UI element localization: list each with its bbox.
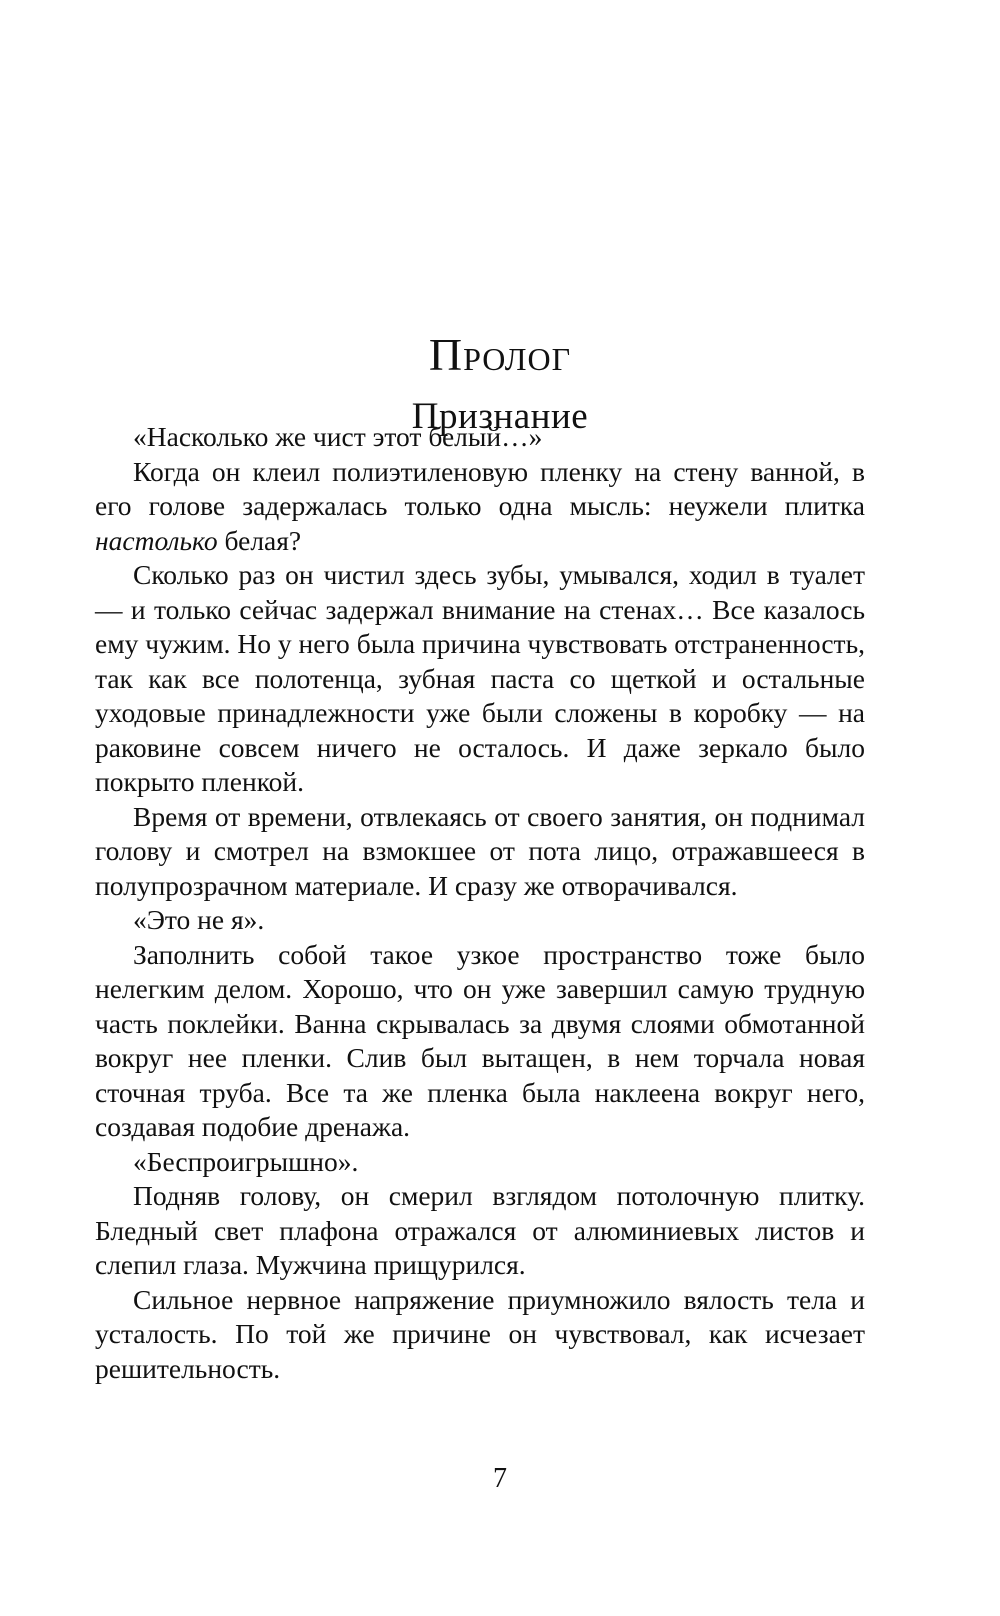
paragraph-text: белая? xyxy=(217,524,302,556)
paragraph: Сильное нервное напряжение приумножило вялость тела и усталость. По той же причине он чувствовал, как исчезает решительность. xyxy=(95,1283,865,1384)
paragraph: Заполнить собой такое узкое пространство тоже было нелегким делом. Хорошо, что он уже завершил самую трудную часть поклейки. Ванна скрывалась за двумя слоями обмотанной вокруг нее пленки. Слив был вытащен, в нем торчала новая сточная труба. Все та же пленка была наклеена вокруг него, создавая подобие дренажа. xyxy=(95,938,865,1142)
chapter-subtitle: Признание xyxy=(411,395,589,437)
paragraph-text: Когда он клеил полиэтиленовую пленку на стену ванной, в его голове задержалась только одна мысль: неужели плитка xyxy=(95,455,865,521)
paragraph: «Это не я». xyxy=(133,904,265,935)
paragraph xyxy=(95,455,865,559)
paragraph: «Насколько же чист этот белый…» xyxy=(133,421,543,452)
emphasized-word: настолько xyxy=(95,524,218,556)
paragraph: Время от времени, отвлекаясь от своего занятия, он поднимал голову и смотрел на взмокшее от пота лицо, отражавшееся в полупрозрачном материале. И сразу же отворачивался. xyxy=(95,800,865,901)
paragraph: Сколько раз он чистил здесь зубы, умывался, ходил в туалет — и только сейчас задержал внимание на стенах… Все казалось ему чужим. Но у него была причина чувствовать отстраненность, так как все полотенца, зубная паста со щеткой и остальные уходовые принадлежности уже были сложены в коробку — на раковине совсем ничего не осталось. И даже зеркало было покрыто пленкой. xyxy=(95,559,865,797)
body-text xyxy=(95,420,865,1386)
page-number: 7 xyxy=(493,1463,507,1494)
paragraph: «Беспроигрышно». xyxy=(133,1145,359,1177)
paragraph: Подняв голову, он смерил взглядом потолочную плитку. Бледный свет плафона отражался от алюминиевых листов и слепил глаза. Мужчина прищурился. xyxy=(95,1180,865,1280)
chapter-title: Пролог xyxy=(428,328,572,380)
